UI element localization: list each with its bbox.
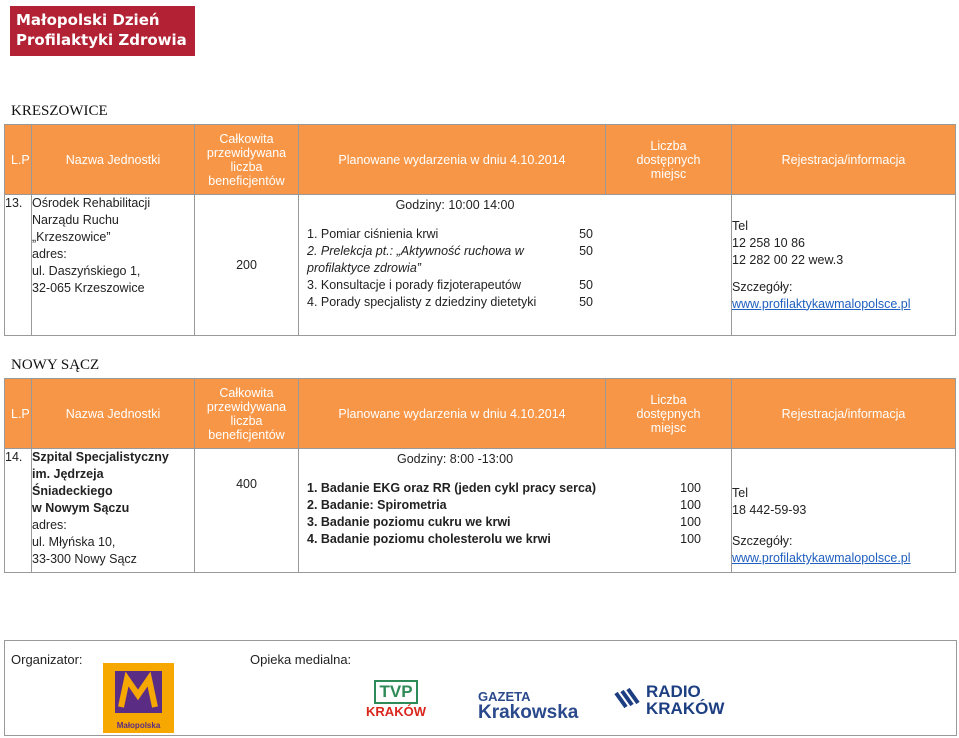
event-text: 4. Badanie poziomu cholesterolu we krwi bbox=[307, 532, 551, 546]
hours: Godziny: 8:00 -13:00 bbox=[396, 452, 514, 466]
col-planned: Planowane wydarzenia w dniu 4.10.2014 bbox=[299, 125, 606, 195]
details-link[interactable]: www.profilaktykawmalopolsce.pl bbox=[732, 296, 911, 311]
radio-line1: RADIO bbox=[646, 682, 701, 701]
addr-line: 32-065 Krzeszowice bbox=[32, 281, 145, 295]
event-text: 3. Badanie poziomu cukru we krwi bbox=[307, 515, 511, 529]
col-places bbox=[606, 125, 732, 195]
tvp-letters: TVP bbox=[374, 680, 417, 704]
addr-line: ul. Młyńska 10, bbox=[32, 535, 116, 549]
tvp-krakow-logo bbox=[356, 680, 436, 719]
details-link[interactable]: www.profilaktykawmalopolsce.pl bbox=[732, 551, 911, 565]
event-places: 100 bbox=[680, 481, 701, 495]
col-total-line: beneficjentów bbox=[208, 173, 285, 188]
tel-number: 12 258 10 86 bbox=[732, 235, 805, 250]
event-places: 100 bbox=[680, 515, 701, 529]
schedule-table-nowy-sacz bbox=[4, 378, 956, 573]
gazeta-line2: Krakowska bbox=[478, 702, 579, 723]
col-places-line: Liczba bbox=[650, 138, 687, 153]
radio-waves-icon bbox=[612, 685, 642, 715]
col-reg: Rejestracja/informacja bbox=[732, 379, 956, 449]
details-label: Szczegóły: bbox=[732, 279, 793, 294]
gazeta-krakowska-logo bbox=[478, 690, 578, 723]
city-heading-nowy-sacz: NOWY SĄCZ bbox=[11, 357, 100, 373]
table-header-row bbox=[5, 125, 956, 195]
events-cell bbox=[299, 195, 732, 336]
col-name: Nazwa Jednostki bbox=[32, 125, 195, 195]
tel-label: Tel bbox=[732, 218, 748, 233]
media-label: Opieka medialna: bbox=[250, 652, 352, 667]
table-header-row bbox=[5, 379, 956, 449]
col-places-line: Liczba bbox=[650, 392, 687, 407]
col-places-line: dostępnych bbox=[636, 152, 701, 167]
schedule-table-krzeszowice bbox=[4, 124, 956, 336]
col-places-line: miejsc bbox=[650, 420, 687, 435]
event-places: 100 bbox=[680, 532, 701, 546]
tel-label: Tel bbox=[732, 486, 748, 500]
table-row bbox=[5, 449, 956, 573]
row-lp: 13. bbox=[5, 195, 32, 336]
event-item bbox=[299, 497, 731, 514]
table-row bbox=[5, 195, 956, 336]
unit-name-line: Narządu Ruchu bbox=[32, 213, 119, 227]
addr-label: adres: bbox=[32, 518, 67, 532]
event-places: 50 bbox=[579, 278, 593, 292]
col-name: Nazwa Jednostki bbox=[32, 379, 195, 449]
addr-line: 33-300 Nowy Sącz bbox=[32, 552, 137, 566]
organizer-label: Organizator: bbox=[11, 652, 83, 667]
addr-label: adres: bbox=[32, 247, 67, 261]
col-total-line: Całkowita bbox=[219, 385, 274, 400]
col-lp: L.P bbox=[5, 125, 32, 195]
col-total bbox=[195, 125, 299, 195]
event-places: 50 bbox=[579, 227, 593, 241]
col-places-line: miejsc bbox=[650, 166, 687, 181]
city-heading-krzeszowice: KRESZOWICE bbox=[11, 103, 108, 119]
unit-name-line: Szpital Specjalistyczny bbox=[32, 450, 169, 464]
details-label: Szczegóły: bbox=[732, 534, 793, 548]
radio-krakow-logo bbox=[612, 683, 724, 717]
col-planned: Planowane wydarzenia w dniu 4.10.2014 bbox=[299, 379, 606, 449]
logo-line-2: Profilaktyki Zdrowia bbox=[16, 31, 187, 49]
unit-name-line: w Nowym Sączu bbox=[32, 501, 130, 515]
event-text: 3. Konsultacje i porady fizjoterapeutów bbox=[307, 278, 522, 292]
col-places-line: dostępnych bbox=[636, 406, 701, 421]
col-total-line: przewidywana bbox=[206, 145, 287, 160]
tel-number: 18 442-59-93 bbox=[732, 503, 807, 517]
event-item bbox=[299, 531, 731, 548]
col-lp: L.P bbox=[5, 379, 32, 449]
tel-number: 12 282 00 22 wew.3 bbox=[732, 252, 844, 267]
registration-info bbox=[732, 449, 956, 573]
hours: Godziny: 10:00 14:00 bbox=[395, 198, 515, 212]
unit-name-line: im. Jędrzeja bbox=[32, 467, 104, 481]
event-item bbox=[299, 277, 731, 294]
col-total-line: Całkowita bbox=[219, 131, 274, 146]
unit-name-line: Śniadeckiego bbox=[32, 484, 113, 498]
event-places: 100 bbox=[680, 498, 701, 512]
logo-line-1: Małopolski Dzień bbox=[16, 11, 160, 29]
gazeta-line1: GAZETA bbox=[478, 689, 531, 704]
col-total-line: liczba bbox=[230, 159, 263, 174]
event-item bbox=[299, 243, 731, 277]
col-reg: Rejestracja/informacja bbox=[732, 125, 956, 195]
unit-name-line: „Krzeszowice” bbox=[32, 230, 111, 244]
unit-address bbox=[32, 195, 195, 336]
event-text: 1. Badanie EKG oraz RR (jeden cykl pracy serca) bbox=[307, 481, 597, 495]
event-places: 50 bbox=[579, 244, 593, 258]
col-total-line: beneficjentów bbox=[208, 427, 285, 442]
col-total-line: przewidywana bbox=[206, 399, 287, 414]
unit-address bbox=[32, 449, 195, 573]
malopolska-logo-text: Małopolska bbox=[116, 721, 161, 730]
col-places bbox=[606, 379, 732, 449]
event-item bbox=[299, 226, 731, 243]
event-text: 2. Badanie: Spirometria bbox=[307, 498, 447, 512]
tvp-city: KRAKÓW bbox=[366, 704, 426, 719]
event-text: 1. Pomiar ciśnienia krwi bbox=[307, 227, 439, 241]
registration-info bbox=[732, 195, 956, 336]
total-beneficiaries: 200 bbox=[195, 195, 299, 336]
event-item bbox=[299, 480, 731, 497]
radio-line2: KRAKÓW bbox=[646, 699, 725, 718]
addr-line: ul. Daszyńskiego 1, bbox=[32, 264, 141, 278]
unit-name-line: Ośrodek Rehabilitacji bbox=[32, 196, 151, 210]
event-places: 50 bbox=[579, 295, 593, 309]
total-beneficiaries: 400 bbox=[195, 449, 299, 573]
malopolska-emblem-icon bbox=[103, 663, 174, 719]
col-total-line: liczba bbox=[230, 413, 263, 428]
event-text: 2. Prelekcja pt.: „Aktywność ruchowa w profilaktyce zdrowia” bbox=[307, 244, 524, 275]
events-cell bbox=[299, 449, 732, 573]
event-text: 4. Porady specjalisty z dziedziny dietetyki bbox=[307, 295, 537, 309]
row-lp: 14. bbox=[5, 449, 32, 573]
event-item bbox=[299, 514, 731, 531]
col-total bbox=[195, 379, 299, 449]
event-item bbox=[299, 294, 731, 311]
malopolska-logo bbox=[103, 663, 174, 733]
event-logo bbox=[10, 6, 195, 56]
